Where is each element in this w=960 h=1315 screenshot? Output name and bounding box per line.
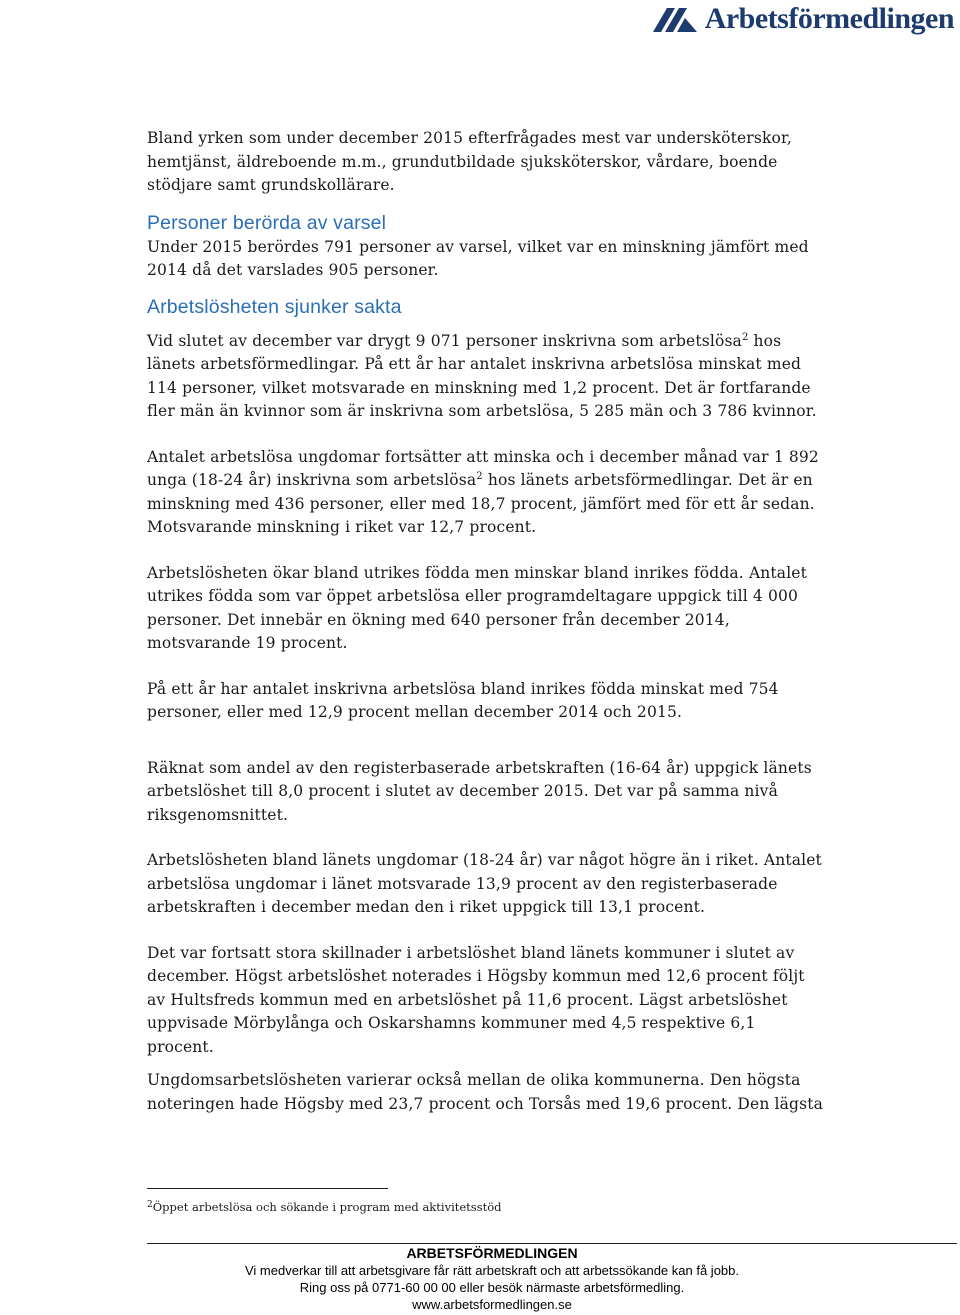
paragraph-5: Räknat som andel av den registerbaserade arbetskraften (16-64 år) uppgick länets arbetslöshet till 8,0 procent i slutet av december 2015. Det var på samma nivå riksgenomsnittet.: [147, 758, 812, 824]
footnote-divider: [147, 1188, 388, 1189]
footnote-marker: 2: [147, 1200, 153, 1210]
page-footer: [147, 1245, 837, 1313]
paragraph-1: [147, 330, 827, 424]
paragraph-3: Arbetslösheten ökar bland utrikes födda men minskar bland inrikes födda. Antalet utrikes födda som var öppet arbetslösa eller programdeltagare uppgick till 4 000 personer. Det innebär en ökning med 640 personer från december 2014, motsvarande 19 procent.: [147, 563, 808, 652]
paragraph-2: [147, 446, 827, 540]
text: hos länets arbetsförmedlingar. På ett år har antalet inskrivna arbetslösa minskat med 114 personer, vilket motsvarade en minskning med 1,2 procent. Det är fortfarande fler män än kvinnor som är inskrivna som arbetslösa, 5 285 män och 3 786 kvinnor.: [147, 331, 817, 420]
footnote-text: Öppet arbetslösa och sökande i program med aktivitetsstöd: [152, 1200, 502, 1214]
footer-url[interactable]: www.arbetsformedlingen.se: [412, 1297, 572, 1312]
footer-org: ARBETSFÖRMEDLINGEN: [406, 1245, 578, 1261]
footer-tagline: Vi medverkar till att arbetsgivare får rätt arbetskraft och att arbetssökande kan få jobb.: [244, 1263, 739, 1278]
paragraph-6: Arbetslösheten bland länets ungdomar (18-24 år) var något högre än i riket. Antalet arbetslösa ungdomar i länet motsvarade 13,9 procent av den registerbaserade arbetskraften i december medan den i riket uppgick till 13,1 procent.: [147, 851, 822, 916]
paragraph-4: På ett år har antalet inskrivna arbetslösa bland inrikes födda minskat med 754 personer, eller med 12,9 procent mellan december 2014 och 2015.: [147, 679, 779, 721]
section-heading-varsel: Personer berörda av varsel: [147, 211, 387, 234]
document-body: [147, 127, 827, 1116]
section-heading-arbetsloshet: Arbetslösheten sjunker sakta: [147, 295, 402, 318]
text: Antalet arbetslösa ungdomar fortsätter att minska och i december månad var 1 892 unga (18-24 år) inskrivna som arbetslösa: [147, 447, 819, 489]
footnote: [147, 1198, 502, 1216]
text: Vid slutet av december var drygt 9 071 personer inskrivna som arbetslösa: [147, 331, 742, 350]
footnote-ref: 2: [741, 331, 749, 343]
intro-paragraph: Bland yrken som under december 2015 efterfrågades mest var undersköterskor, hemtjänst, äldreboende m.m., grundutbildade sjuksköterskor, vårdare, boende stödjare samt grundskollärare.: [147, 129, 792, 194]
varsel-paragraph: Under 2015 berördes 791 personer av varsel, vilket var en minskning jämfört med 2014 då det varslades 905 personer.: [147, 237, 809, 279]
brand-name: Arbetsförmedlingen: [704, 2, 954, 35]
paragraph-8: Ungdomsarbetslösheten varierar också mellan de olika kommunerna. Den högsta noteringen hade Högsby med 23,7 procent och Torsås med 19,6 procent. Den lägsta: [147, 1071, 823, 1113]
footnote-ref: 2: [476, 471, 483, 482]
footer-divider: [147, 1243, 957, 1244]
header-logo: [651, 2, 954, 36]
arbetsformedlingen-logo-icon: [651, 4, 699, 34]
footer-contact: Ring oss på 0771-60 00 00 eller besök närmaste arbetsförmedling.: [299, 1280, 685, 1295]
text: hos länets arbetsförmedlingar. Det är en minskning med 436 personer, eller med 18,7 procent, jämfört med för ett år sedan. Motsvarande minskning i riket var 12,7 procent.: [147, 471, 815, 536]
paragraph-7: Det var fortsatt stora skillnader i arbetslöshet bland länets kommuner i slutet av december. Högst arbetslöshet noterades i Högsby kommun med 12,6 procent följt av Hultsfreds kommun med en arbetslöshet på 11,6 procent. Lägst arbetslöshet uppvisade Mörbylånga och Oskarshamns kommuner med 4,5 respektive 6,1 procent.: [147, 943, 805, 1056]
